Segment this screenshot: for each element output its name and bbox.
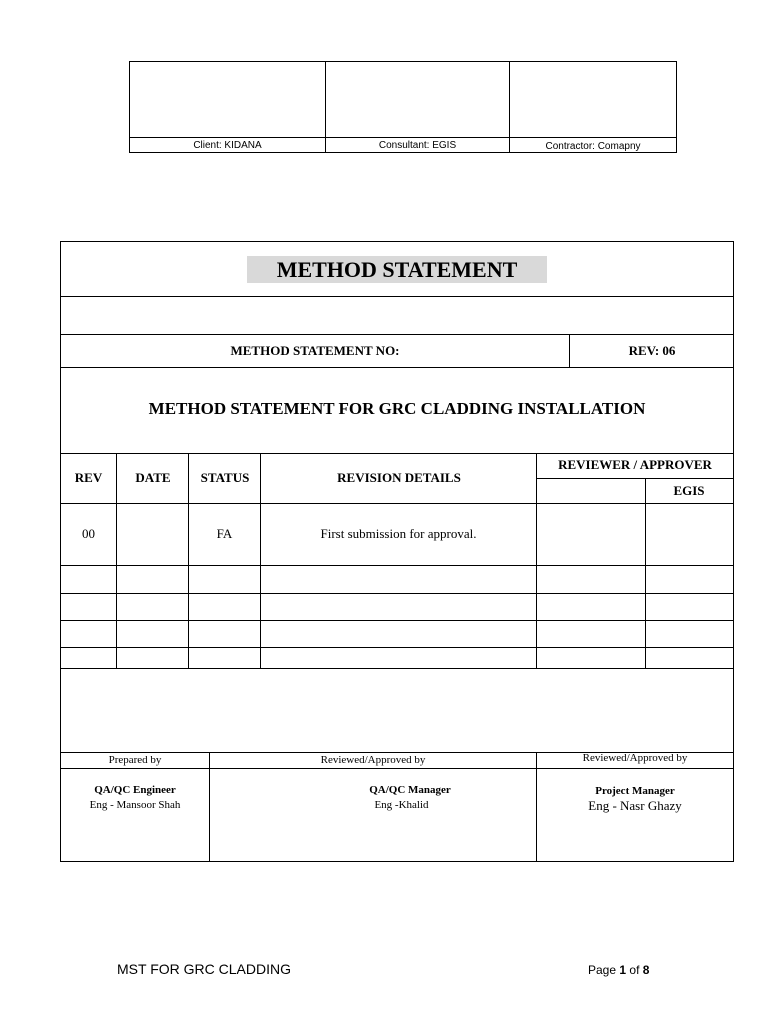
row-divider xyxy=(61,367,733,368)
current-page: 1 xyxy=(619,963,627,977)
row-divider xyxy=(61,565,733,566)
ms-number-label: METHOD STATEMENT NO: xyxy=(230,343,400,358)
page-number xyxy=(588,963,649,977)
status-column-header: STATUS xyxy=(200,470,250,485)
method-statement-cover xyxy=(60,241,734,862)
approved-by-label: Reviewed/Approved by xyxy=(582,752,688,764)
approver-role: Project Manager xyxy=(595,785,675,797)
contractor-label: Contractor: Comapny xyxy=(545,141,641,152)
date-column-header: DATE xyxy=(135,470,171,485)
consultant-label: Consultant: EGIS xyxy=(378,140,457,151)
reviewed-by-label: Reviewed/Approved by xyxy=(320,754,426,766)
prepared-by-label: Prepared by xyxy=(108,754,162,766)
party-logo-table xyxy=(129,61,677,153)
preparer-name: Eng - Mansoor Shah xyxy=(89,799,181,811)
document-subject: METHOD STATEMENT FOR GRC CLADDING INSTALLATION xyxy=(148,399,646,418)
revision-row-rev: 00 xyxy=(82,526,95,541)
rev-number-label: REV: 06 xyxy=(628,343,676,358)
row-divider xyxy=(61,593,733,594)
row-divider xyxy=(61,647,733,648)
footer-document-reference: MST FOR GRC CLADDING xyxy=(117,961,291,977)
row-divider xyxy=(61,620,733,621)
preparer-role: QA/QC Engineer xyxy=(94,784,176,796)
rev-column-header: REV xyxy=(74,470,103,485)
revision-row-status: FA xyxy=(216,526,233,541)
egis-column-header: EGIS xyxy=(673,483,705,498)
row-divider xyxy=(61,296,733,297)
page-of: of xyxy=(629,963,640,977)
row-divider xyxy=(61,668,733,669)
total-pages: 8 xyxy=(642,963,650,977)
client-label: Client: KIDANA xyxy=(193,140,262,151)
page-title: METHOD STATEMENT xyxy=(276,257,518,282)
reviewer-role: QA/QC Manager xyxy=(369,784,451,796)
page-word: Page xyxy=(588,963,617,977)
reviewer-name: Eng -Khalid xyxy=(374,799,429,811)
column-divider xyxy=(536,453,537,668)
reviewer-approver-header: REVIEWER / APPROVER xyxy=(558,457,712,472)
column-divider xyxy=(116,453,117,668)
revision-row-details: First submission for approval. xyxy=(320,526,477,541)
revision-details-column-header: REVISION DETAILS xyxy=(337,470,461,485)
column-divider xyxy=(645,478,646,668)
approver-name: Eng - Nasr Ghazy xyxy=(588,798,682,813)
